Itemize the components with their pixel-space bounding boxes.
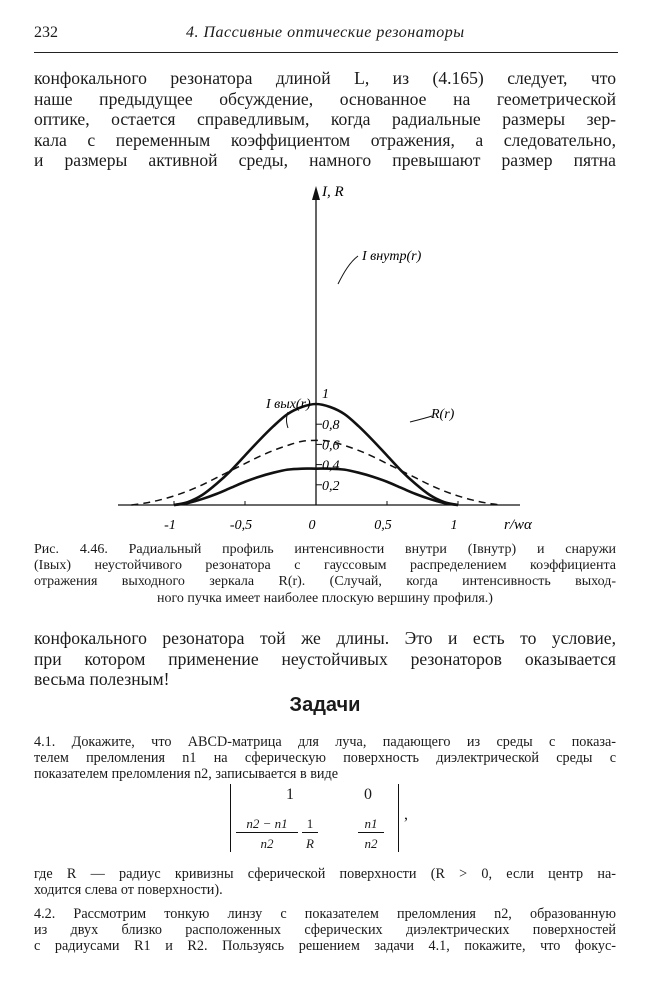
x-tick-label: 0 — [308, 518, 316, 533]
matrix-a21-factor-numerator: 1 — [302, 816, 318, 833]
section-title: Задачи — [289, 694, 361, 716]
page-number: 232 — [34, 24, 58, 41]
y-tick-label: 0,2 — [322, 478, 340, 494]
matrix-a21-factor-denominator: R — [306, 836, 314, 851]
x-tick-label: -0,5 — [229, 518, 253, 533]
x-tick-label: 1 — [450, 518, 458, 533]
page-header — [34, 24, 618, 48]
y-tick-label: 1 — [322, 387, 329, 402]
matrix-a21-numerator: n2 − n1 — [236, 816, 298, 833]
paragraph-1 — [34, 68, 616, 171]
matrix-right-bar — [398, 784, 399, 852]
text-line: с радиусами R1 и R2. Пользуясь решением задачи 4.1, покажите, что фокус- — [34, 938, 616, 955]
leader-r — [410, 416, 432, 422]
text-line: наше предыдущее обсуждение, основанное на геометрической — [34, 88, 616, 109]
text-line: оптике, остается справедливым, когда радиальные размеры зер- — [34, 109, 616, 129]
problem-4-2 — [34, 906, 616, 955]
y-tick-label: 0,6 — [322, 438, 340, 454]
caption-line: отражения выходного зеркала R(r). (Случай, когда интенсивность выход- — [34, 574, 616, 590]
caption-line: (Iвых) неустойчивого резонатора с гауссовым распределением коэффициента — [34, 558, 616, 574]
running-title: 4. Пассивные оптические резонаторы — [186, 24, 465, 41]
problem-4-1 — [34, 734, 616, 783]
text-line: кала с переменным коэффициентом отражения, а следовательно, — [34, 129, 616, 150]
text-line: из двух близко расположенных сферических диэлектрических поверхностей — [34, 922, 616, 939]
caption-line: ного пучка имеет наиболее плоскую вершину профиля.) — [157, 590, 493, 606]
y-tick-label: 0,4 — [322, 458, 340, 474]
matrix-a22-denominator: n2 — [364, 836, 378, 851]
x-axis-label: r/wα — [504, 517, 532, 533]
intensity-profile-chart — [100, 172, 560, 534]
caption-line: Рис. 4.46. Радиальный профиль интенсивности внутри (Iвнутр) и снаружи — [34, 542, 616, 557]
matrix-a21-denominator: n2 — [260, 836, 274, 851]
y-axis-label: I, R — [322, 184, 344, 200]
text-line: 4.2. Рассмотрим тонкую линзу с показателем преломления n2, образованную — [34, 906, 616, 922]
text-line: 4.1. Докажите, что ABCD-матрица для луча, падающего из среды с показа- — [34, 734, 616, 750]
text-line: показателем преломления n2, записывается в виде — [34, 766, 339, 783]
leader-i-inside — [338, 256, 358, 284]
chart-axes — [118, 186, 520, 505]
matrix-left-bar — [230, 784, 231, 852]
text-line: ходится слева от поверхности). — [34, 882, 223, 899]
matrix-trailing-comma: , — [404, 806, 408, 823]
text-line: конфокального резонатора той же длины. Это и есть то условие, — [34, 628, 616, 648]
problem-4-1-continuation — [34, 866, 616, 898]
abcd-matrix — [230, 784, 410, 854]
x-tick-label: 0,5 — [374, 518, 392, 533]
y-tick-label: 0,8 — [322, 418, 340, 434]
text-line: телем преломления n1 на сферическую поверхность диэлектрической среды с — [34, 750, 616, 767]
label-i-inside: I внутр(r) — [362, 249, 422, 264]
text-line: и размеры активной среды, намного превышают размер пятна — [34, 150, 616, 170]
label-r: R(r) — [431, 407, 455, 422]
y-axis-arrow — [312, 186, 320, 200]
header-rule — [34, 52, 618, 53]
text-line: весьма полезным! — [34, 669, 170, 689]
matrix-a11: 1 — [286, 786, 294, 803]
text-line: где R — радиус кривизны сферической поверхности (R > 0, если центр на- — [34, 866, 616, 882]
matrix-a12: 0 — [364, 786, 372, 803]
figure-caption — [34, 542, 616, 607]
text-line: конфокального резонатора длиной L, из (4.165) следует, что — [34, 68, 616, 88]
label-i-out: I вых(r) — [266, 397, 311, 412]
paragraph-2 — [34, 628, 616, 690]
matrix-a22-numerator: n1 — [358, 816, 384, 833]
text-line: при котором применение неустойчивых резонаторов оказывается — [34, 648, 616, 669]
x-tick-label: -1 — [164, 518, 176, 533]
